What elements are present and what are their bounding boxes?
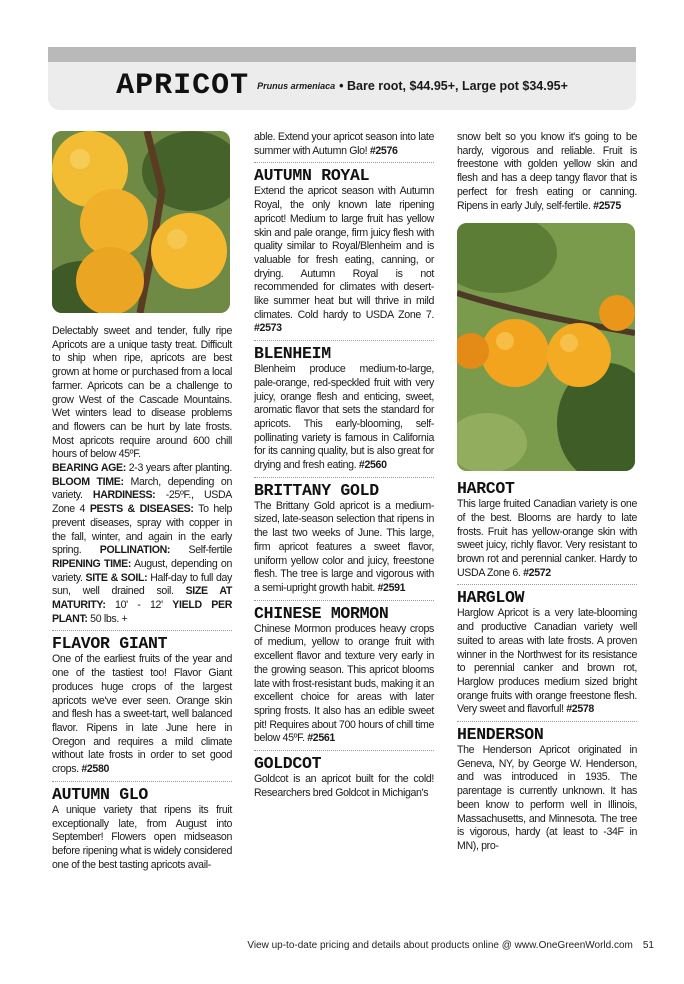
variety-heading-chinese-mormon: CHINESE MORMON <box>254 603 389 623</box>
column-1 <box>52 131 232 872</box>
variety-desc-brittany-gold: The Brittany Gold apricot is a medium-sized, late-season selection that ripens in the last two weeks of June. This large, firm apricot features a sweet flavor, uniform yellow color and juicy, freestone flesh. The tree is large and vigorous with a semi-upright growth habit. #2591 <box>254 499 434 594</box>
page-number: 51 <box>642 940 654 951</box>
item-number: #2572 <box>523 566 551 579</box>
spec-value: To help prevent diseases, spray with copper in the fall, winter, and again in the early spring. <box>52 503 232 557</box>
spec-value: Half-day to full day sun, well drained soil. <box>52 571 232 598</box>
footer-text: View up-to-date pricing and details about products online @ www.OneGreenWorld.com <box>247 940 633 951</box>
item-number: #2591 <box>377 581 406 594</box>
growing-specs <box>52 462 232 626</box>
item-number: #2575 <box>593 199 621 212</box>
variety-desc-goldcot-cont: snow belt so you know it's going to be hardy, vigorous and reliable. Fruit is freestone with golden yellow skin and flesh and has a deep tangy flavor that is perfect for fresh eating or canning. Ripens in early July, self-fertile. #2575 <box>457 131 637 212</box>
page-header <box>48 62 636 110</box>
divider <box>254 340 434 341</box>
variety-heading-flavor-giant: FLAVOR GIANT <box>52 634 168 654</box>
spec-value: August, depending on variety. <box>52 557 232 584</box>
variety-heading-harglow: HARGLOW <box>457 588 525 608</box>
spec-value: 50 lbs. + <box>87 612 128 625</box>
spec-label: YIELD PER PLANT: <box>52 599 232 625</box>
variety-heading-henderson: HENDERSON <box>457 725 544 745</box>
divider <box>52 781 232 782</box>
variety-heading-goldcot: GOLDCOT <box>254 754 322 774</box>
item-number: #2561 <box>307 732 335 745</box>
spec-label: SIZE AT MATURITY: <box>52 585 232 612</box>
divider <box>457 584 637 585</box>
variety-heading-autumn-glo: AUTUMN GLO <box>52 784 149 804</box>
variety-desc-autumn-glo: A unique variety that ripens its fruit exceptionally late, from August into September! Flowers open midseason before ripening what is widely considered one of the best tasting apricots avail- <box>52 803 232 871</box>
spec-value: Self-fertile <box>170 544 232 557</box>
divider <box>254 600 434 601</box>
item-number: #2560 <box>358 459 387 472</box>
variety-heading-blenheim: BLENHEIM <box>254 344 331 364</box>
spec-label: POLLINATION: <box>99 544 171 557</box>
apricot-photo-top <box>52 131 230 313</box>
variety-heading-brittany-gold: BRITTANY GOLD <box>254 480 379 500</box>
divider <box>457 721 637 722</box>
variety-desc-harcot: This large fruited Canadian variety is one of the best. Blooms are hardy to late frosts. Fruit has yellow-orange skin with sweet juicy, richly flavor. Very resistant to brown rot and perennial canker. Hardy to USDA Zone 6. #2572 <box>457 498 637 579</box>
item-number: #2580 <box>81 763 110 776</box>
price-info: • Bare root, $44.95+, Large pot $34.95+ <box>339 79 568 93</box>
column-3 <box>457 131 637 854</box>
header-bar <box>48 47 636 62</box>
variety-heading-autumn-royal: AUTUMN ROYAL <box>254 166 370 186</box>
page-footer <box>247 940 654 951</box>
spec-label: SITE & SOIL: <box>85 571 148 584</box>
divider <box>52 630 232 631</box>
item-number: #2578 <box>566 703 594 716</box>
variety-desc-autumn-royal: Extend the apricot season with Autumn Royal, the only known late ripening apricot! Medium to large fruit has yellow skin and pale orange, firm juicy flesh with quality similar to Royal/Blenheim and is valuable for fresh eating, canning, or drying. Autumn Royal is not recommended for climates with desert-like summer heat but will thrive in mild climates. Cold hardy to USDA Zone 7. #2573 <box>254 185 434 335</box>
spec-value: 10' - 12' <box>105 599 163 612</box>
page-title: APRICOT <box>116 69 250 103</box>
spec-value: 2-3 years after planting. <box>125 462 232 475</box>
variety-desc-harglow: Harglow Apricot is a very late-blooming and productive Canadian variety well suited to areas with late frosts. A proven winner in the Northwest for its resistance to perennial canker and brown rot, Harglow produces medium sized bright orange fruits with orange freestone flesh. Very sweet and flavorful! #2578 <box>457 607 637 716</box>
divider <box>254 162 434 163</box>
spec-value: -25ºF., USDA Zone 4 <box>52 489 232 516</box>
spec-label: HARDINESS: <box>92 489 156 502</box>
latin-name: Prunus armeniaca <box>257 81 336 91</box>
variety-desc-blenheim: Blenheim produce medium-to-large, pale-orange, red-speckled fruit with very juicy, orange flesh and enticing, sweet, aromatic flavor that sets the standard for apricots. This early-blooming, self-pollinating variety is famous in California for its canning quality, but is also great for drying and fresh eating. #2560 <box>254 363 434 472</box>
apricot-photo-branch <box>457 223 635 471</box>
intro-text: Delectably sweet and tender, fully ripe Apricots are a unique tasty treat. Difficult to ship when ripe, apricots are best grown at home or purchased from a local farmer. Apricots can be a challenge to grow West of the Cascade Mountains. Wet winters lead to disease problems and flowers can be hurt by late frosts. Most apricots require around 600 chill hours of below 45ºF. <box>52 325 232 461</box>
variety-desc-goldcot: Goldcot is an apricot built for the cold! Researchers bred Goldcot in Michigan's <box>254 773 434 799</box>
variety-desc-flavor-giant: One of the earliest fruits of the year and one of the tastiest too! Flavor Giant produces huge crops of the largest apricots we've ever seen. Orange skin and flesh has a sweet-tart, well balanced flavor. Ripens in late June here in Oregon and requires a mild climate without late frosts in order to set good crops. #2580 <box>52 653 232 776</box>
variety-desc-chinese-mormon: Chinese Mormon produces heavy crops of medium, yellow to orange fruit with excellent flavor and texture very early in the growing season. This apricot blooms late with frost-resistant buds, making it an excellent choice for areas with later spring frosts. It also has an edible sweet pit! Requires about 700 hours of chill time below 45ºF. #2561 <box>254 622 434 745</box>
spec-value: March, depending on variety. <box>52 475 233 502</box>
item-number: #2576 <box>369 144 398 157</box>
divider <box>254 750 434 751</box>
divider <box>254 477 434 478</box>
variety-heading-harcot: HARCOT <box>457 479 515 499</box>
item-number: #2573 <box>254 322 282 335</box>
spec-label: BLOOM TIME: <box>52 475 124 488</box>
spec-label: PESTS & DISEASES: <box>89 503 194 516</box>
variety-desc-autumn-glo-cont: able. Extend your apricot season into late summer with Autumn Glo! #2576 <box>254 131 434 157</box>
column-2 <box>254 131 434 800</box>
spec-label: RIPENING TIME: <box>52 557 132 570</box>
spec-label: BEARING AGE: <box>52 462 126 475</box>
variety-desc-henderson: The Henderson Apricot originated in Geneva, NY, by George W. Henderson, and was introduced in 1935. The parentage is currently unknown. It has been know to perform well in Illinois, Massachusetts, and Minnesota. The tree is vigorous, hardy (at least to -34F in MN), pro- <box>457 744 637 852</box>
